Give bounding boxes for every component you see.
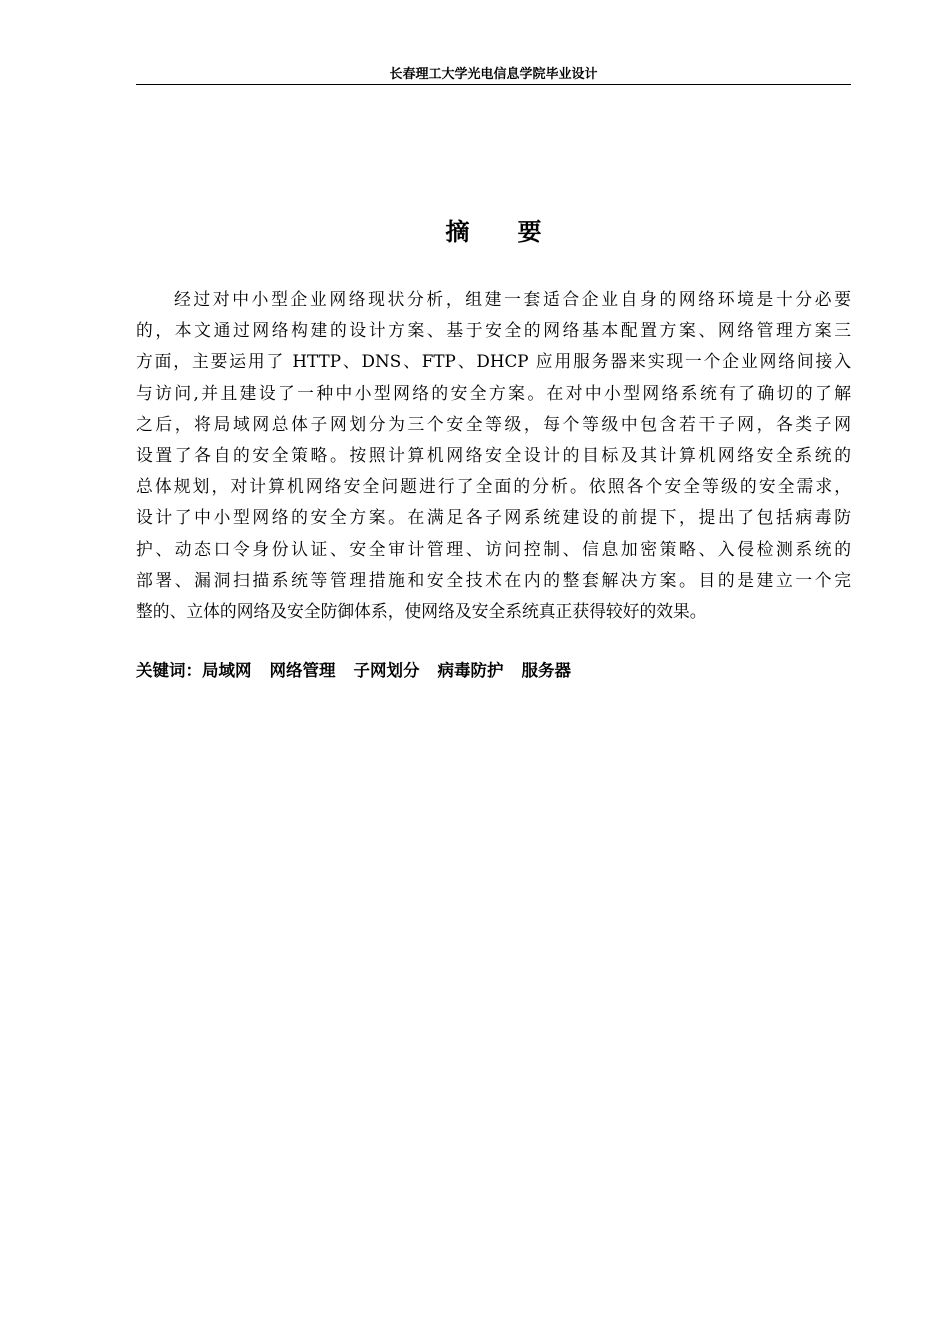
- abstract-line: 经过对中小型企业网络现状分析，组建一套适合企业自身的网络环境是十分必要: [174, 289, 851, 309]
- keyword: 病毒防护: [437, 661, 504, 680]
- keywords-label: 关键词：: [136, 661, 202, 680]
- title-char-1: 摘: [445, 218, 470, 246]
- keyword: 服务器: [521, 661, 571, 680]
- abstract-line: 的，本文通过网络构建的设计方案、基于安全的网络基本配置方案、网络管理方案三: [136, 320, 851, 341]
- header-text: 长春理工大学光电信息学院毕业设计: [389, 67, 598, 82]
- abstract-line: 整的、立体的网络及安全防御体系，使网络及安全系统真正获得较好的效果。: [136, 600, 707, 621]
- keywords-line: [136, 656, 851, 686]
- abstract-line: 设计了中小型网络的安全方案。在满足各子网系统建设的前提下，提出了包括病毒防: [136, 507, 851, 528]
- abstract-line: 护、动态口令身份认证、安全审计管理、访问控制、信息加密策略、入侵检测系统的: [136, 538, 851, 559]
- abstract-line: 与访问,并且建设了一种中小型网络的安全方案。在对中小型网络系统有了确切的了解: [136, 382, 851, 403]
- keyword: 网络管理: [269, 661, 336, 680]
- page-header: [136, 66, 851, 85]
- abstract-line: 部署、漏洞扫描系统等管理措施和安全技术在内的整套解决方案。目的是建立一个完: [136, 569, 851, 590]
- title-char-2: 要: [517, 218, 542, 246]
- abstract-line: 方面，主要运用了 HTTP、DNS、FTP、DHCP 应用服务器来实现一个企业网络间接入: [136, 351, 851, 372]
- keyword: 子网划分: [353, 661, 420, 680]
- abstract-line: 设置了各自的安全策略。按照计算机网络安全设计的目标及其计算机网络安全系统的: [136, 444, 851, 465]
- keyword: 局域网: [202, 661, 252, 680]
- abstract-body: [136, 284, 851, 627]
- abstract-title: [136, 212, 851, 252]
- abstract-line: 之后，将局域网总体子网划分为三个安全等级，每个等级中包含若干子网，各类子网: [136, 413, 851, 434]
- abstract-line: 总体规划，对计算机网络安全问题进行了全面的分析。依照各个安全等级的安全需求，: [136, 476, 851, 497]
